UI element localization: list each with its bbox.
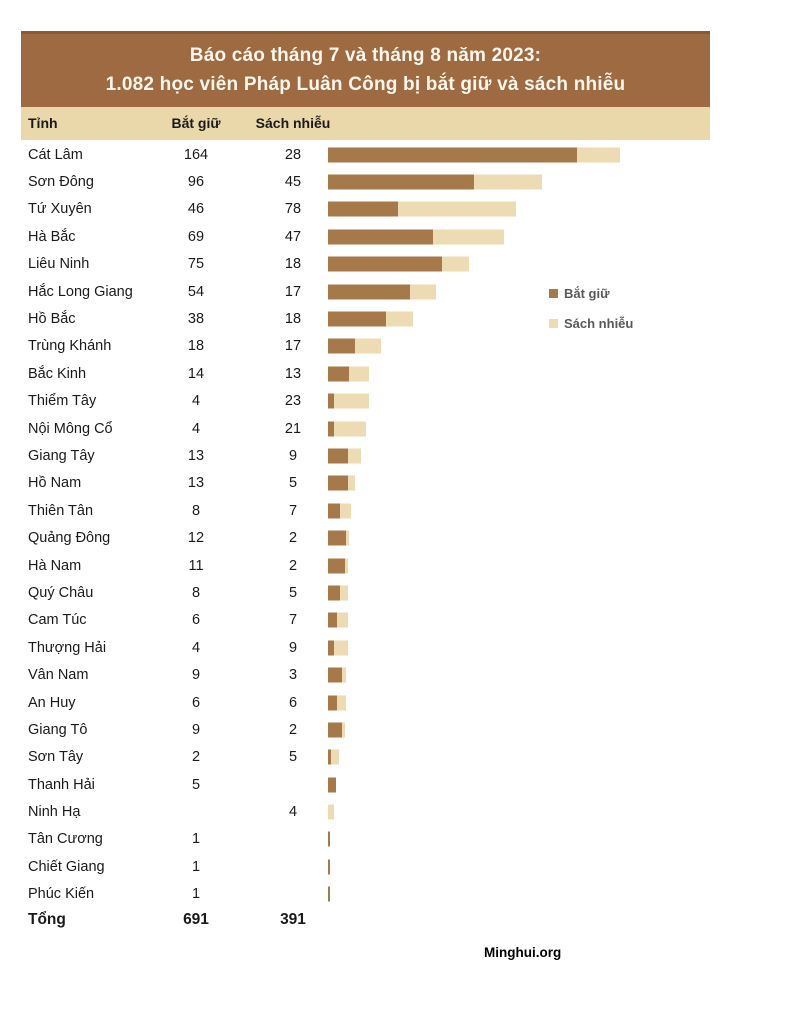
bar-segment-harassed <box>340 503 351 518</box>
table-row <box>21 388 781 415</box>
harassed-value: 2 <box>288 530 298 547</box>
province-name: Thiểm Tây <box>28 393 97 410</box>
harassed-value: 18 <box>284 256 302 273</box>
harassed-value: 17 <box>284 283 302 300</box>
stacked-bar <box>328 476 355 491</box>
province-name: Tứ Xuyên <box>28 201 92 218</box>
arrested-value: 164 <box>183 146 209 163</box>
stacked-bar <box>328 585 348 600</box>
bar-segment-harassed <box>345 558 348 573</box>
bar-segment-harassed <box>334 640 348 655</box>
legend-swatch-arrested <box>549 289 558 298</box>
table-row <box>21 305 781 332</box>
harassed-value: 17 <box>284 338 302 355</box>
arrested-value: 1 <box>191 886 201 903</box>
table-row <box>21 470 781 497</box>
table-row <box>21 607 781 634</box>
legend-swatch-harassed <box>549 319 558 328</box>
arrested-value: 5 <box>191 776 201 793</box>
harassed-value: 9 <box>288 639 298 656</box>
bar-segment-arrested <box>328 366 349 381</box>
table-total-row <box>21 909 781 939</box>
bar-segment-arrested <box>328 859 330 874</box>
stacked-bar <box>328 750 339 765</box>
bar-segment-harassed <box>386 312 413 327</box>
table-row <box>21 826 781 853</box>
arrested-value: 75 <box>187 256 205 273</box>
bar-segment-arrested <box>328 887 330 902</box>
stacked-bar <box>328 312 413 327</box>
bar-segment-harassed <box>334 394 369 409</box>
harassed-value: 5 <box>288 475 298 492</box>
arrested-value: 4 <box>191 420 201 437</box>
stacked-bar <box>328 777 336 792</box>
bar-segment-arrested <box>328 175 474 190</box>
stacked-bar <box>328 531 349 546</box>
arrested-value: 11 <box>188 557 204 574</box>
harassed-value: 9 <box>288 447 298 464</box>
harassed-value: 45 <box>284 174 302 191</box>
table-row <box>21 415 781 442</box>
table-row <box>21 798 781 825</box>
arrested-value: 2 <box>191 749 201 766</box>
bar-segment-arrested <box>328 257 442 272</box>
bar-segment-harassed <box>474 175 542 190</box>
province-name: Giang Tô <box>28 721 88 738</box>
province-name: Hồ Bắc <box>28 311 76 328</box>
stacked-bar <box>328 503 351 518</box>
table-row <box>21 442 781 469</box>
bar-segment-harassed <box>340 585 348 600</box>
arrested-value: 38 <box>187 311 205 328</box>
stacked-bar <box>328 695 346 710</box>
stacked-bar <box>328 366 369 381</box>
arrested-value: 9 <box>191 721 201 738</box>
harassed-value: 78 <box>284 201 302 218</box>
table-row <box>21 853 781 880</box>
province-name: Sơn Đông <box>28 174 94 191</box>
arrested-value: 1 <box>191 858 201 875</box>
province-name: Thiên Tân <box>28 502 94 519</box>
bar-segment-harassed <box>348 448 362 463</box>
stacked-bar <box>328 640 348 655</box>
arrested-value: 13 <box>187 475 205 492</box>
harassed-value: 47 <box>284 228 302 245</box>
chart-legend <box>549 286 633 346</box>
arrested-value: 1 <box>191 831 201 848</box>
column-header-arrested: Bắt giữ <box>171 115 221 131</box>
bar-segment-arrested <box>328 722 342 737</box>
bar-segment-arrested <box>328 312 386 327</box>
province-name: Thanh Hải <box>28 776 95 793</box>
harassed-value: 2 <box>288 721 298 738</box>
bar-segment-harassed <box>342 722 345 737</box>
table-row <box>21 278 781 305</box>
bar-segment-harassed <box>577 147 620 162</box>
province-name: Hà Bắc <box>28 228 76 245</box>
bar-segment-harassed <box>398 202 517 217</box>
arrested-value: 8 <box>191 584 201 601</box>
harassed-value: 23 <box>284 393 302 410</box>
table-row <box>21 552 781 579</box>
bar-segment-arrested <box>328 585 340 600</box>
province-name: Hồ Nam <box>28 475 82 492</box>
table-row <box>21 497 781 524</box>
stacked-bar <box>328 859 330 874</box>
arrested-value: 54 <box>187 283 205 300</box>
province-name: Thượng Hải <box>28 639 107 656</box>
bar-segment-arrested <box>328 695 337 710</box>
column-header-harassed: Sách nhiễu <box>255 115 331 131</box>
arrested-value: 4 <box>191 639 201 656</box>
legend-item-harassed <box>549 316 633 330</box>
bar-segment-harassed <box>410 284 436 299</box>
harassed-value: 7 <box>288 502 298 519</box>
stacked-bar <box>328 613 348 628</box>
stacked-bar <box>328 887 330 902</box>
bar-segment-harassed <box>328 805 334 820</box>
arrested-value: 12 <box>187 530 205 547</box>
arrested-value: 69 <box>187 228 205 245</box>
province-name: Hắc Long Giang <box>28 283 133 300</box>
province-name: Quảng Đông <box>28 530 111 547</box>
bar-segment-arrested <box>328 503 340 518</box>
table-row <box>21 360 781 387</box>
table-row <box>21 771 781 798</box>
stacked-bar <box>328 448 361 463</box>
stacked-bar <box>328 394 369 409</box>
table-row <box>21 524 781 551</box>
stacked-bar <box>328 421 366 436</box>
bar-segment-arrested <box>328 531 346 546</box>
province-name: Liêu Ninh <box>28 256 90 273</box>
source-credit: Minghui.org <box>484 945 562 960</box>
table-row <box>21 579 781 606</box>
arrested-value: 8 <box>191 502 201 519</box>
province-name: Phúc Kiến <box>28 886 95 903</box>
stacked-bar <box>328 229 504 244</box>
province-name: Cát Lâm <box>28 146 83 163</box>
harassed-value: 7 <box>288 612 298 629</box>
harassed-value: 3 <box>288 667 298 684</box>
bar-segment-harassed <box>348 476 356 491</box>
bar-segment-harassed <box>442 257 469 272</box>
bar-segment-arrested <box>328 558 345 573</box>
province-name: Chiết Giang <box>28 858 105 875</box>
stacked-bar <box>328 832 330 847</box>
harassed-value: 21 <box>284 420 302 437</box>
bar-segment-arrested <box>328 448 348 463</box>
bar-segment-arrested <box>328 339 355 354</box>
harassed-value: 28 <box>284 146 302 163</box>
total-arrested: 691 <box>183 910 209 928</box>
arrested-value: 14 <box>187 365 205 382</box>
province-name: Nội Mông Cổ <box>28 420 113 437</box>
table-row <box>21 661 781 688</box>
bar-segment-arrested <box>328 284 410 299</box>
bar-segment-arrested <box>328 613 337 628</box>
province-name: Bắc Kinh <box>28 365 87 382</box>
stacked-bar <box>328 722 345 737</box>
arrested-value: 13 <box>187 447 205 464</box>
province-name: Tân Cương <box>28 831 103 848</box>
bar-segment-harassed <box>334 421 366 436</box>
bar-segment-arrested <box>328 777 336 792</box>
bar-segment-arrested <box>328 668 342 683</box>
table-header <box>21 107 710 140</box>
bar-segment-harassed <box>337 613 348 628</box>
stacked-bar <box>328 284 436 299</box>
table-row <box>21 223 781 250</box>
harassed-value: 13 <box>284 365 302 382</box>
table-row <box>21 634 781 661</box>
table-row <box>21 141 781 168</box>
bar-segment-arrested <box>328 229 433 244</box>
province-name: Giang Tây <box>28 447 95 464</box>
arrested-value: 46 <box>187 201 205 218</box>
table-rows <box>21 141 781 939</box>
stacked-bar <box>328 147 620 162</box>
bar-segment-harassed <box>355 339 381 354</box>
total-harassed: 391 <box>280 910 306 928</box>
stacked-bar <box>328 668 346 683</box>
table-row <box>21 881 781 908</box>
province-name: Quý Châu <box>28 584 94 601</box>
stacked-bar <box>328 202 516 217</box>
arrested-value: 18 <box>187 338 205 355</box>
arrested-value: 9 <box>191 667 201 684</box>
table-row <box>21 333 781 360</box>
bar-segment-arrested <box>328 476 348 491</box>
table-row <box>21 689 781 716</box>
province-name: Sơn Tây <box>28 749 84 766</box>
province-name: Trùng Khánh <box>28 338 112 355</box>
stacked-bar <box>328 339 381 354</box>
harassed-value: 5 <box>288 749 298 766</box>
province-name: Vân Nam <box>28 667 89 684</box>
arrested-value: 6 <box>191 694 201 711</box>
legend-label-harassed: Sách nhiễu <box>564 315 634 331</box>
stacked-bar <box>328 558 348 573</box>
bar-segment-arrested <box>328 832 330 847</box>
bar-segment-harassed <box>346 531 349 546</box>
column-header-province: Tỉnh <box>28 115 58 131</box>
bar-segment-harassed <box>331 750 339 765</box>
bar-segment-harassed <box>337 695 346 710</box>
table-row <box>21 196 781 223</box>
province-name: Cam Túc <box>28 612 87 629</box>
arrested-value: 96 <box>187 174 205 191</box>
arrested-value: 6 <box>191 612 201 629</box>
stacked-bar <box>328 257 469 272</box>
table-row <box>21 168 781 195</box>
table-row <box>21 251 781 278</box>
arrested-value: 4 <box>191 393 201 410</box>
bar-segment-harassed <box>349 366 369 381</box>
bar-segment-harassed <box>433 229 504 244</box>
total-label: Tổng <box>28 910 66 928</box>
province-name: An Huy <box>28 694 76 711</box>
harassed-value: 4 <box>288 804 298 821</box>
legend-label-arrested: Bắt giữ <box>564 285 610 301</box>
harassed-value: 2 <box>288 557 298 574</box>
table-row <box>21 744 781 771</box>
title-line-1: Báo cáo tháng 7 và tháng 8 năm 2023: <box>189 45 542 67</box>
title-banner <box>21 31 710 107</box>
stacked-bar <box>328 805 334 820</box>
harassed-value: 18 <box>284 311 302 328</box>
bar-segment-arrested <box>328 202 398 217</box>
title-line-2: 1.082 học viên Pháp Luân Công bị bắt giữ và sách nhiễu <box>105 74 626 95</box>
stacked-bar <box>328 175 542 190</box>
legend-item-arrested <box>549 286 633 300</box>
province-name: Hà Nam <box>28 557 82 574</box>
harassed-value: 5 <box>288 584 298 601</box>
harassed-value: 6 <box>288 694 298 711</box>
bar-segment-harassed <box>342 668 347 683</box>
province-name: Ninh Hạ <box>28 804 81 821</box>
bar-segment-arrested <box>328 147 577 162</box>
table-row <box>21 716 781 743</box>
